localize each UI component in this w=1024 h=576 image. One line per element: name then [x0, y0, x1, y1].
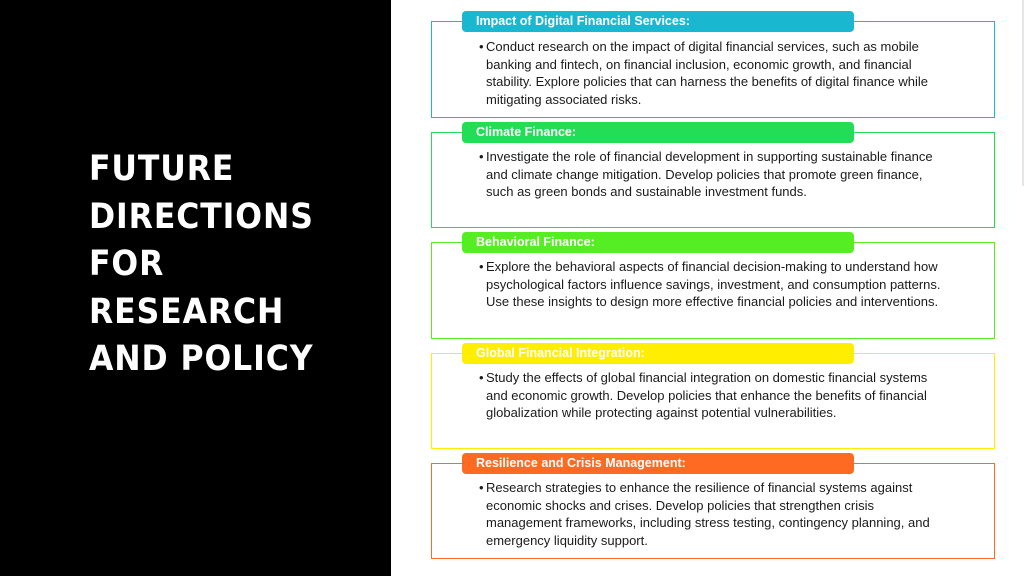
- slide-title: FUTURE DIRECTIONS FOR RESEARCH AND POLICY: [89, 149, 314, 379]
- card-text-global-financial-integration: Study the effects of global financial integration on domestic financial systems and economic growth. Develop policies that enhance the benefits of financial globalization while protecting against potential vulnerabilities.: [486, 370, 928, 421]
- card-text-climate-finance: Investigate the role of financial development in supporting sustainable finance and climate change mitigation. Develop policies that promote green finance, such as green bonds and sustainable investment funds.: [486, 149, 933, 200]
- bullet-icon: •: [479, 370, 484, 385]
- card-text-behavioral-finance: Explore the behavioral aspects of financial decision-making to understand how psychological factors influence savings, investment, and consumption patterns. Use these insights to design more effective financial policies and interventions.: [486, 259, 941, 310]
- card-header-global-financial-integration: Global Financial Integration:: [462, 343, 854, 364]
- bullet-icon: •: [479, 149, 484, 164]
- card-body-resilience-crisis-management: [479, 479, 949, 549]
- card-body-global-financial-integration: [479, 369, 949, 422]
- bullet-icon: •: [479, 480, 484, 495]
- bullet-icon: •: [479, 259, 484, 274]
- card-header-resilience-crisis-management: Resilience and Crisis Management:: [462, 453, 854, 474]
- card-header-climate-finance: Climate Finance:: [462, 122, 854, 143]
- card-header-digital-financial-services: Impact of Digital Financial Services:: [462, 11, 854, 32]
- card-body-digital-financial-services: [479, 38, 949, 108]
- card-header-behavioral-finance: Behavioral Finance:: [462, 232, 854, 253]
- card-text-resilience-crisis-management: Research strategies to enhance the resilience of financial systems against economic shocks and crises. Develop policies that strengthen crisis management frameworks, including stress testing, contingency planning, and emergency liquidity support.: [486, 480, 930, 548]
- card-body-behavioral-finance: [479, 258, 949, 311]
- card-body-climate-finance: [479, 148, 949, 201]
- bullet-icon: •: [479, 39, 484, 54]
- card-text-digital-financial-services: Conduct research on the impact of digital financial services, such as mobile banking and fintech, on financial inclusion, economic growth, and financial stability. Explore policies that can harness the benefits of digital finance while mitigating associated risks.: [486, 39, 929, 107]
